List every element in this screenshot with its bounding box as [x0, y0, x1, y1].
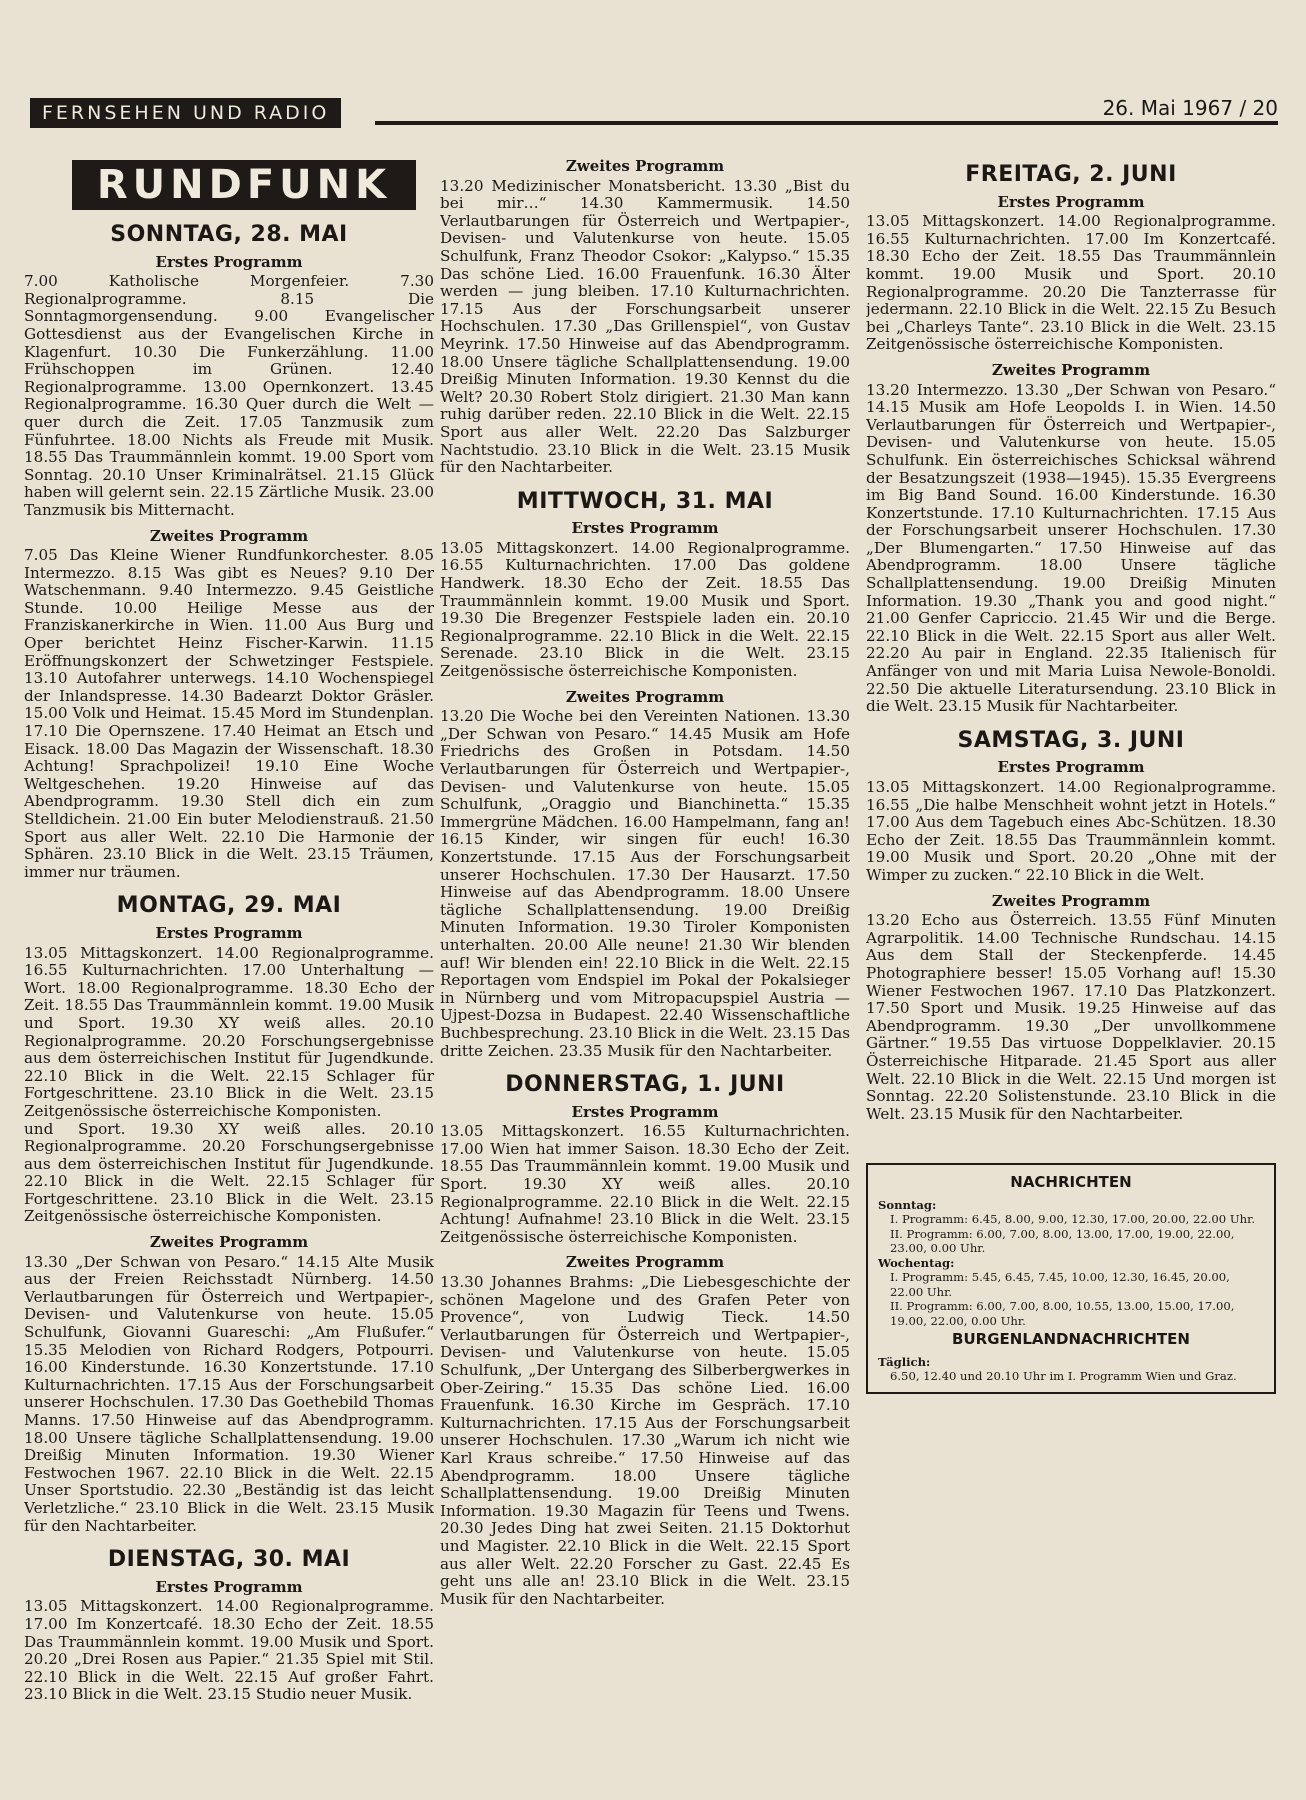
program-text: 7.00 Katholische Morgenfeier. 7.30 Regionalprogramme. 8.15 Die Sonntagmorgensendung. 9.00 Evangelischer Gottesdienst aus der Evangelischen Kirche in Klagenfurt. 10.30 Die Funkerzählung. 11.00 Frühschoppen im Grünen. 12.40 Regionalprogramme. 13.00 Opernkonzert. 13.45 Regionalprogramme. 16.30 Quer durch die Welt — quer durch die Zeit. 17.05 Tanzmusik zum Fünfuhrtee. 18.00 Nichts als Freude mit Musik. 18.55 Das Traummännlein kommt. 19.00 Sport vom Sonntag. 20.10 Unser Kriminalrätsel. 21.15 Glück haben will gelernt sein. 22.15 Zärtliche Musik. 23.00 Tanzmusik bis Mitternacht.	[24, 272, 434, 519]
news-weekday-program-2: II. Programm: 6.00, 7.00, 8.00, 10.55, 13.00, 15.00, 17.00, 19.00, 22.00, 0.00 Uhr.	[890, 1299, 1235, 1328]
day-heading-dienstag: DIENSTAG, 30. MAI	[107, 1547, 351, 1573]
news-title: NACHRICHTEN	[1010, 1173, 1132, 1192]
program-text: 13.20 Intermezzo. 13.30 „Der Schwan von Pesaro.“ 14.15 Musik am Hofe Leopolds I. in Wien. 14.50 Verlautbarungen für Österreich und Wertpapier-, Devisen- und Valutenkurse von heute. 15.05 Schulfunk. Ein österreichisches Schicksal während der Besatzungszeit (1938—1945). 15.35 Evergreens im Big Band Sound. 16.00 Kinderstunde. 16.30 Konzertstunde. 17.10 Kulturnachrichten. 17.15 Aus der Forschungsarbeit unserer Hochschulen. 17.30 „Der Blumengarten.“ 17.50 Hinweise auf das Abendprogramm. 18.00 Unsere tägliche Schallplattensendung. 19.00 Dreißig Minuten Information. 19.30 „Thank you and good night.“ 21.00 Genfer Capriccio. 21.45 Wir und die Berge. 22.10 Blick in die Welt. 22.15 Sport aus aller Welt. 22.20 Au pair in England. 22.35 Italienisch für Anfänger von und mit Maria Luisa Newole-Bonoldi. 22.50 Die aktuelle Literatursendung. 23.10 Blick in die Welt. 23.15 Musik für Nachtarbeiter.	[866, 380, 1276, 716]
burgenland-title: BURGENLANDNACHRICHTEN	[952, 1330, 1190, 1349]
day-heading-samstag: SAMSTAG, 3. JUNI	[957, 727, 1185, 753]
page-header	[30, 96, 1278, 132]
news-daily-times: 6.50, 12.40 und 20.10 Uhr im I. Programm Wien und Graz.	[890, 1369, 1237, 1384]
program-label: Erstes Programm	[155, 1577, 303, 1596]
news-weekday-label: Wochentag:	[878, 1255, 955, 1270]
program-label: Zweites Programm	[991, 891, 1151, 910]
program-label: Zweites Programm	[565, 1253, 725, 1272]
program-text: 13.30 Johannes Brahms: „Die Liebesgeschichte der schönen Magelone und des Grafen Peter von Provence“, von Ludwig Tieck. 14.50 Verlautbarungen für Österreich und Wertpapier-, Devisen- und Valutenkurse von heute. 15.05 Schulfunk, „Der Untergang des Silberbergwerkes in Ober-Zeiring.“ 15.35 Das schöne Lied. 16.00 Frauenfunk. 16.30 Kirche im Gespräch. 17.10 Kulturnachrichten. 17.15 Aus der Forschungsarbeit unserer Hochschulen. 17.30 „Warum ich nicht wie Karl Kraus schreibe.“ 17.50 Hinweise auf das Abendprogramm. 18.00 Unsere tägliche Schallplattensendung. 19.00 Dreißig Minuten Information. 19.30 Magazin für Teens und Twens. 20.30 Jedes Ding hat zwei Seiten. 21.15 Doktorhut und Magister. 22.10 Blick in die Welt. 22.15 Sport aus aller Welt. 22.20 Forscher zu Gast. 22.45 Es geht uns alle an! 23.10 Blick in die Welt. 23.15 Musik für den Nachtarbeiter.	[440, 1273, 850, 1608]
program-text: 7.05 Das Kleine Wiener Rundfunkorchester. 8.05 Intermezzo. 8.15 Was gibt es Neues? 9.10 Der Watschenmann. 9.40 Intermezzo. 9.45 Geistliche Stunde. 10.00 Heilige Messe aus der Franziskanerkirche in Wien. 11.00 Aus Burg und Oper berichtet Heinz Fischer-Karwin. 11.15 Eröffnungskonzert der Schwetzinger Festspiele. 13.10 Autofahrer unterwegs. 14.10 Wochenspiegel der Inlandspresse. 14.30 Badearzt Doktor Gräsler. 15.00 Volk und Heimat. 15.45 Mord im Stundenplan. 17.10 Die Opernszene. 17.40 Heimat an Etsch und Eisack. 18.00 Das Magazin der Wissenschaft. 18.30 Achtung! Sprachpolizei! 19.10 Eine Woche Weltgeschehen. 19.20 Hinweise auf das Abendprogramm. 19.30 Stell dich ein zum Stelldichein. 21.00 Ein buter Melodienstrauß. 21.50 Sport aus aller Welt. 22.10 Die Harmonie der Sphären. 23.10 Blick in die Welt. 23.15 Träumen, immer nur träumen.	[24, 546, 434, 881]
program-label: Zweites Programm	[565, 687, 725, 706]
program-text: 13.30 „Der Schwan von Pesaro.“ 14.15 Alte Musik aus der Freien Reichsstadt Nürnberg. 14.50 Verlautbarungen für Österreich und Wertpapier-, Devisen- und Valutenkurse von heute. 15.05 Schulfunk, Giovanni Guareschi: „Am Flußufer.“ 15.35 Melodien von Richard Rodgers, Potpourri. 16.00 Kinderstunde. 16.30 Konzertstunde. 17.10 Kulturnachrichten. 17.15 Aus der Forschungsarbeit unserer Hochschulen. 17.30 Das Goethebild Thomas Manns. 17.50 Hinweise auf das Abendprogramm. 18.00 Unsere tägliche Schallplattensendung. 19.00 Dreißig Minuten Information. 19.30 Wiener Festwochen 1967. 22.10 Blick in die Welt. 22.15 Unser Sportstudio. 22.30 „Beständig ist das leicht Verletzliche.“ 23.10 Blick in die Welt. 23.15 Musik für den Nachtarbeiter.	[24, 1252, 434, 1535]
date-page	[1093, 96, 1278, 120]
program-text: 13.05 Mittagskonzert. 16.55 Kulturnachrichten. 17.00 Wien hat immer Saison. 18.30 Echo der Zeit. 18.55 Das Traummännlein kommt. 19.00 Musik und Sport. 19.30 XY weiß alles. 20.10 Regionalprogramme. 22.10 Blick in die Welt. 22.15 Achtung! Aufnahme! 23.10 Blick in die Welt. 23.15 Zeitgenössische österreichische Komponisten.	[440, 1122, 850, 1246]
news-sunday-label: Sonntag:	[878, 1197, 937, 1212]
day-heading-montag: MONTAG, 29. MAI	[116, 893, 342, 919]
program-label: Erstes Programm	[571, 1102, 719, 1121]
masthead: RUNDFUNK	[72, 160, 416, 210]
page-number: 20	[1252, 96, 1278, 120]
news-box	[866, 1163, 1276, 1394]
program-label: Erstes Programm	[997, 758, 1145, 777]
day-heading-mittwoch: MITTWOCH, 31. MAI	[516, 488, 774, 514]
issue-date: 26. Mai 1967	[1102, 96, 1234, 120]
column-3	[866, 150, 1276, 1800]
program-text: 13.20 Echo aus Österreich. 13.55 Fünf Minuten Agrarpolitik. 14.00 Technische Rundschau. 14.15 Aus dem Stall der Steckenpferde. 14.45 Photographiere besser! 15.05 Vorhang auf! 15.30 Wiener Festwochen 1967. 17.10 Das Platzkonzert. 17.50 Sport und Musik. 19.25 Hinweise auf das Abendprogramm. 19.30 „Der unvollkommene Gärtner.“ 19.55 Das virtuose Doppelklavier. 20.15 Österreichische Hitparade. 21.45 Sport aus aller Welt. 22.10 Blick in die Welt. 22.15 Und morgen ist Sonntag. 22.20 Solistenstunde. 23.10 Blick in die Welt. 23.15 Musik für den Nachtarbeiter.	[866, 911, 1276, 1123]
program-label: Erstes Programm	[155, 923, 303, 942]
column-1	[24, 150, 434, 1800]
news-weekday-program-1: I. Programm: 5.45, 6.45, 7.45, 10.00, 12.30, 16.45, 20.00, 22.00 Uhr.	[890, 1270, 1230, 1299]
section-label: FERNSEHEN UND RADIO	[30, 98, 341, 128]
day-heading-freitag: FREITAG, 2. JUNI	[965, 162, 1177, 187]
program-label: Erstes Programm	[997, 192, 1145, 211]
day-heading-donnerstag: DONNERSTAG, 1. JUNI	[505, 1072, 785, 1098]
day-heading-sonntag: SONNTAG, 28. MAI	[110, 222, 348, 247]
program-label: Erstes Programm	[571, 519, 719, 538]
news-sunday-program-2: II. Programm: 6.00, 7.00, 8.00, 13.00, 17.00, 19.00, 22.00, 23.00, 0.00 Uhr.	[890, 1226, 1235, 1256]
program-text: 13.05 Mittagskonzert. 14.00 Regionalprogramme. 17.00 Im Konzertcafé. 18.30 Echo der Zeit. 18.55 Das Traummännlein kommt. 19.00 Musik und Sport. 20.20 „Drei Rosen aus Papier.“ 21.35 Spiel mit Stil. 22.10 Blick in die Welt. 22.15 Auf großer Fahrt. 23.10 Blick in die Welt. 23.15 Studio neuer Musik.	[24, 1597, 434, 1704]
news-daily-label: Täglich:	[878, 1354, 931, 1369]
program-text: 13.05 Mittagskonzert. 14.00 Regionalprogramme. 16.55 Kulturnachrichten. 17.00 Das goldene Handwerk. 18.30 Echo der Zeit. 18.55 Das Traummännlein kommt. 19.00 Musik und Sport. 19.30 Die Bregenzer Festspiele laden ein. 20.10 Regionalprogramme. 22.10 Blick in die Welt. 22.15 Serenade. 23.10 Blick in die Welt. 23.15 Zeitgenössische österreichische Komponisten.	[440, 538, 850, 681]
program-label: Zweites Programm	[149, 1233, 309, 1252]
program-label: Zweites Programm	[149, 526, 309, 545]
header-rule	[375, 121, 1278, 125]
program-text: 13.05 Mittagskonzert. 14.00 Regionalprogramme. 16.55 „Die halbe Menschheit wohnt jetzt in Hotels.“ 17.00 Aus dem Tagebuch eines Abc-Schützen. 18.30 Echo der Zeit. 18.55 Das Traummännlein kommt. 19.00 Musik und Sport. 20.20 „Ohne mit der Wimper zu zucken.“ 22.10 Blick in die Welt.	[866, 778, 1276, 884]
program-label: Erstes Programm	[155, 252, 303, 271]
program-label: Zweites Programm	[991, 360, 1151, 379]
separator: /	[1239, 96, 1247, 120]
program-text: 13.20 Medizinischer Monatsbericht. 13.30 „Bist du bei mir…“ 14.30 Kammermusik. 14.50 Verlautbarungen für Österreich und Wertpapier-, Devisen- und Valutenkurse von heute. 15.05 Schulfunk, Franz Theodor Csokor: „Kalypso.“ 15.35 Das schöne Lied. 16.00 Frauenfunk. 16.30 Älter werden — jung bleiben. 17.10 Kulturnachrichten. 17.15 Aus der Forschungsarbeit unserer Hochschulen. 17.30 „Das Grillenspiel“, von Gustav Meyrink. 17.50 Hinweise auf das Abendprogramm. 18.00 Unsere tägliche Schallplattensendung. 19.00 Dreißig Minuten Information. 19.30 Kennst du die Welt? 20.30 Robert Stolz dirigiert. 21.30 Man kann ruhig darüber reden. 22.10 Blick in die Welt. 22.15 Sport aus aller Welt. 22.20 Das Salzburger Nachtstudio. 23.10 Blick in die Welt. 23.15 Musik für den Nachtarbeiter.	[440, 176, 850, 477]
column-2	[440, 150, 850, 1800]
program-text: 13.05 Mittagskonzert. 14.00 Regionalprogramme. 16.55 Kulturnachrichten. 17.00 Im Konzertcafé. 18.30 Echo der Zeit. 18.55 Das Traummännlein kommt. 19.00 Musik und Sport. 20.10 Regionalprogramme. 20.20 Die Tanzterrasse für jedermann. 22.10 Blick in die Welt. 22.15 Zu Besuch bei „Charleys Tante“. 23.10 Blick in die Welt. 23.15 Zeitgenössische österreichische Komponisten.	[866, 212, 1276, 354]
program-text: 13.05 Mittagskonzert. 14.00 Regionalprogramme. 16.55 Kulturnachrichten. 17.00 Unterhaltung — Wort. 18.00 Regionalprogramme. 18.30 Echo der Zeit. 18.55 Das Traummännlein kommt. 19.00 Musik und Sport. 19.30 XY weiß alles. 20.10 Regionalprogramme. 20.20 Forschungsergebnisse aus dem österreichischen Institut für Jugendkunde. 22.10 Blick in die Welt. 22.15 Schlager für Fortgeschrittene. 23.10 Blick in die Welt. 23.15 Zeitgenössische österreichische Komponisten.	[24, 943, 434, 1120]
news-sunday-program-1: I. Programm: 6.45, 8.00, 9.00, 12.30, 17.00, 20.00, 22.00 Uhr.	[890, 1212, 1256, 1227]
program-text-misprint: und Sport. 19.30 XY weiß alles. 20.10 Regionalprogramme. 20.20 Forschungsergebnisse aus dem österreichischen Institut für Jugendkunde. 22.10 Blick in die Welt. 22.15 Schlager für Fortgeschrittene. 23.10 Blick in die Welt. 23.15 Zeitgenössische österreichische Komponisten.	[24, 1119, 434, 1226]
program-label: Zweites Programm	[565, 157, 725, 175]
program-text: 13.20 Die Woche bei den Vereinten Nationen. 13.30 „Der Schwan von Pesaro.“ 14.45 Musik am Hofe Friedrichs des Großen in Potsdam. 14.50 Verlautbarungen für Österreich und Wertpapier-, Devisen- und Valutenkurse von heute. 15.05 Schulfunk, „Oraggio und Bianchinetta.“ 15.35 Immergrüne Mädchen. 16.00 Hampelmann, fang an! 16.15 Kinder, wir singen für euch! 16.30 Konzertstunde. 17.15 Aus der Forschungsarbeit unserer Hochschulen. 17.30 Der Hausarzt. 17.50 Hinweise auf das Abendprogramm. 18.00 Unsere tägliche Schallplattensendung. 19.00 Dreißig Minuten Information. 19.30 Tiroler Komponisten unterhalten. 20.00 Alle neune! 21.30 Wir blenden auf! Wir blenden ein! 22.10 Blick in die Welt. 22.15 Reportagen vom Endspiel im Pokal der Pokalsieger in Nürnberg und vom Mitropacupspiel Austria — Ujpest-Dozsa in Budapest. 22.40 Wissenschaftliche Buchbesprechung. 23.10 Blick in die Welt. 23.15 Das dritte Zeichen. 23.35 Musik für den Nachtarbeiter.	[440, 707, 850, 1060]
